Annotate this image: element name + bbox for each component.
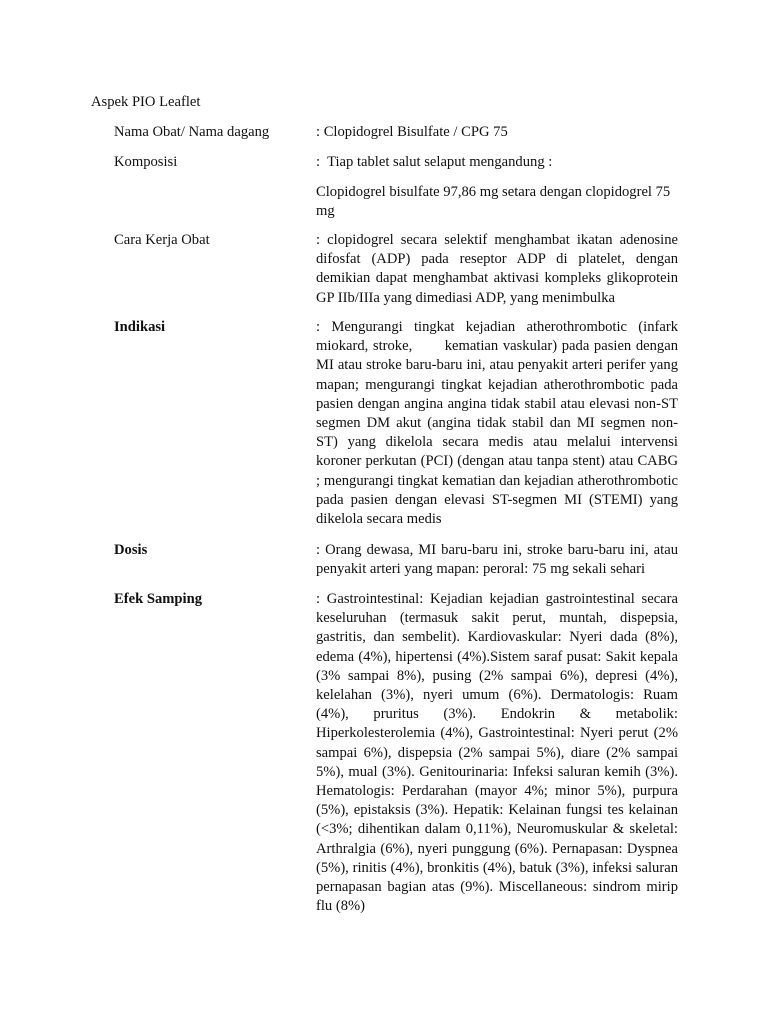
label-indikasi: Indikasi: [114, 319, 166, 335]
value-komposisi: : Tiap tablet salut selaput mengandung :: [316, 154, 553, 170]
label-komposisi: Komposisi: [114, 154, 178, 170]
label-efek-samping: Efek Samping: [114, 591, 202, 607]
label-nama-obat: Nama Obat/ Nama dagang: [114, 124, 270, 140]
value-efek-samping: : Gastrointestinal: Kejadian kejadian gastrointestinal secara keseluruhan (termasuk sakit perut, muntah, dispepsia, gastritis, dan sembelit). Kardiovaskular: Nyeri dada (8%), edema (4%), hipertensi (4%).Sistem saraf pusat: Sakit kepala (3% sampai 8%), pusing (2% sampai 6%), depresi (4%), kelelahan (3%), nyeri umum (6%). Dermatologis: Ruam (4%), pruritus (3%). Endokrin & metabolik: Hiperkolesterolemia (4%), Gastrointestinal: Nyeri perut (2% sampai 6%), dispepsia (2% sampai 5%), diare (2% sampai 5%), mual (3%). Genitourinaria: Infeksi saluran kemih (3%). Hematologis: Perdarahan (mayor 4%; minor 5%), purpura (5%), epistaksis (3%). Hepatik: Kelainan fungsi tes kelainan (<3%; dihentikan dalam 0,11%), Neuromuskular & skeletal: Arthralgia (6%), nyeri punggung (6%). Pernapasan: Dyspnea (5%), rinitis (4%), bronkitis (4%), batuk (3%), infeksi saluran pernapasan bagian atas (9%). Miscellaneous: sindrom mirip flu (8%): [316, 591, 678, 915]
value-dosis: : Orang dewasa, MI baru-baru ini, stroke baru-baru ini, atau penyakit arteri yang mapan: peroral: 75 mg sekali sehari: [316, 542, 678, 578]
value-komposisi-detail: Clopidogrel bisulfate 97,86 mg setara dengan clopidogrel 75 mg: [316, 184, 671, 220]
label-dosis: Dosis: [114, 542, 148, 558]
document-title: Aspek PIO Leaflet: [91, 94, 201, 110]
value-indikasi: : Mengurangi tingkat kejadian atherothrombotic (infark miokard, stroke, kematian vaskular) pada pasien dengan MI atau stroke baru-baru ini, atau penyakit arteri perifer yang mapan; mengurangi tingkat kejadian atherothrombotic pada pasien dengan angina angina tidak stabil atau elevasi non-ST segmen DM akut (angina tidak stabil dan MI segmen non-ST) yang dikelola secara medis atau melalui intervensi koroner perkutan (PCI) (dengan atau tanpa stent) atau CABG ; mengurangi tingkat kematian dan kejadian atherothrombotic pada pasien dengan elevasi ST-segmen MI (STEMI) yang dikelola secara medis: [316, 319, 682, 528]
label-cara-kerja-obat: Cara Kerja Obat: [114, 232, 210, 248]
value-cara-kerja-obat: : clopidogrel secara selektif menghambat ikatan adenosine difosfat (ADP) pada reseptor ADP di platelet, dengan demikian dapat menghambat aktivasi kompleks glikoprotein GP IIb/IIIa yang dimediasi ADP, yang menimbulka: [316, 232, 678, 306]
value-nama-obat: : Clopidogrel Bisulfate / CPG 75: [316, 124, 508, 140]
